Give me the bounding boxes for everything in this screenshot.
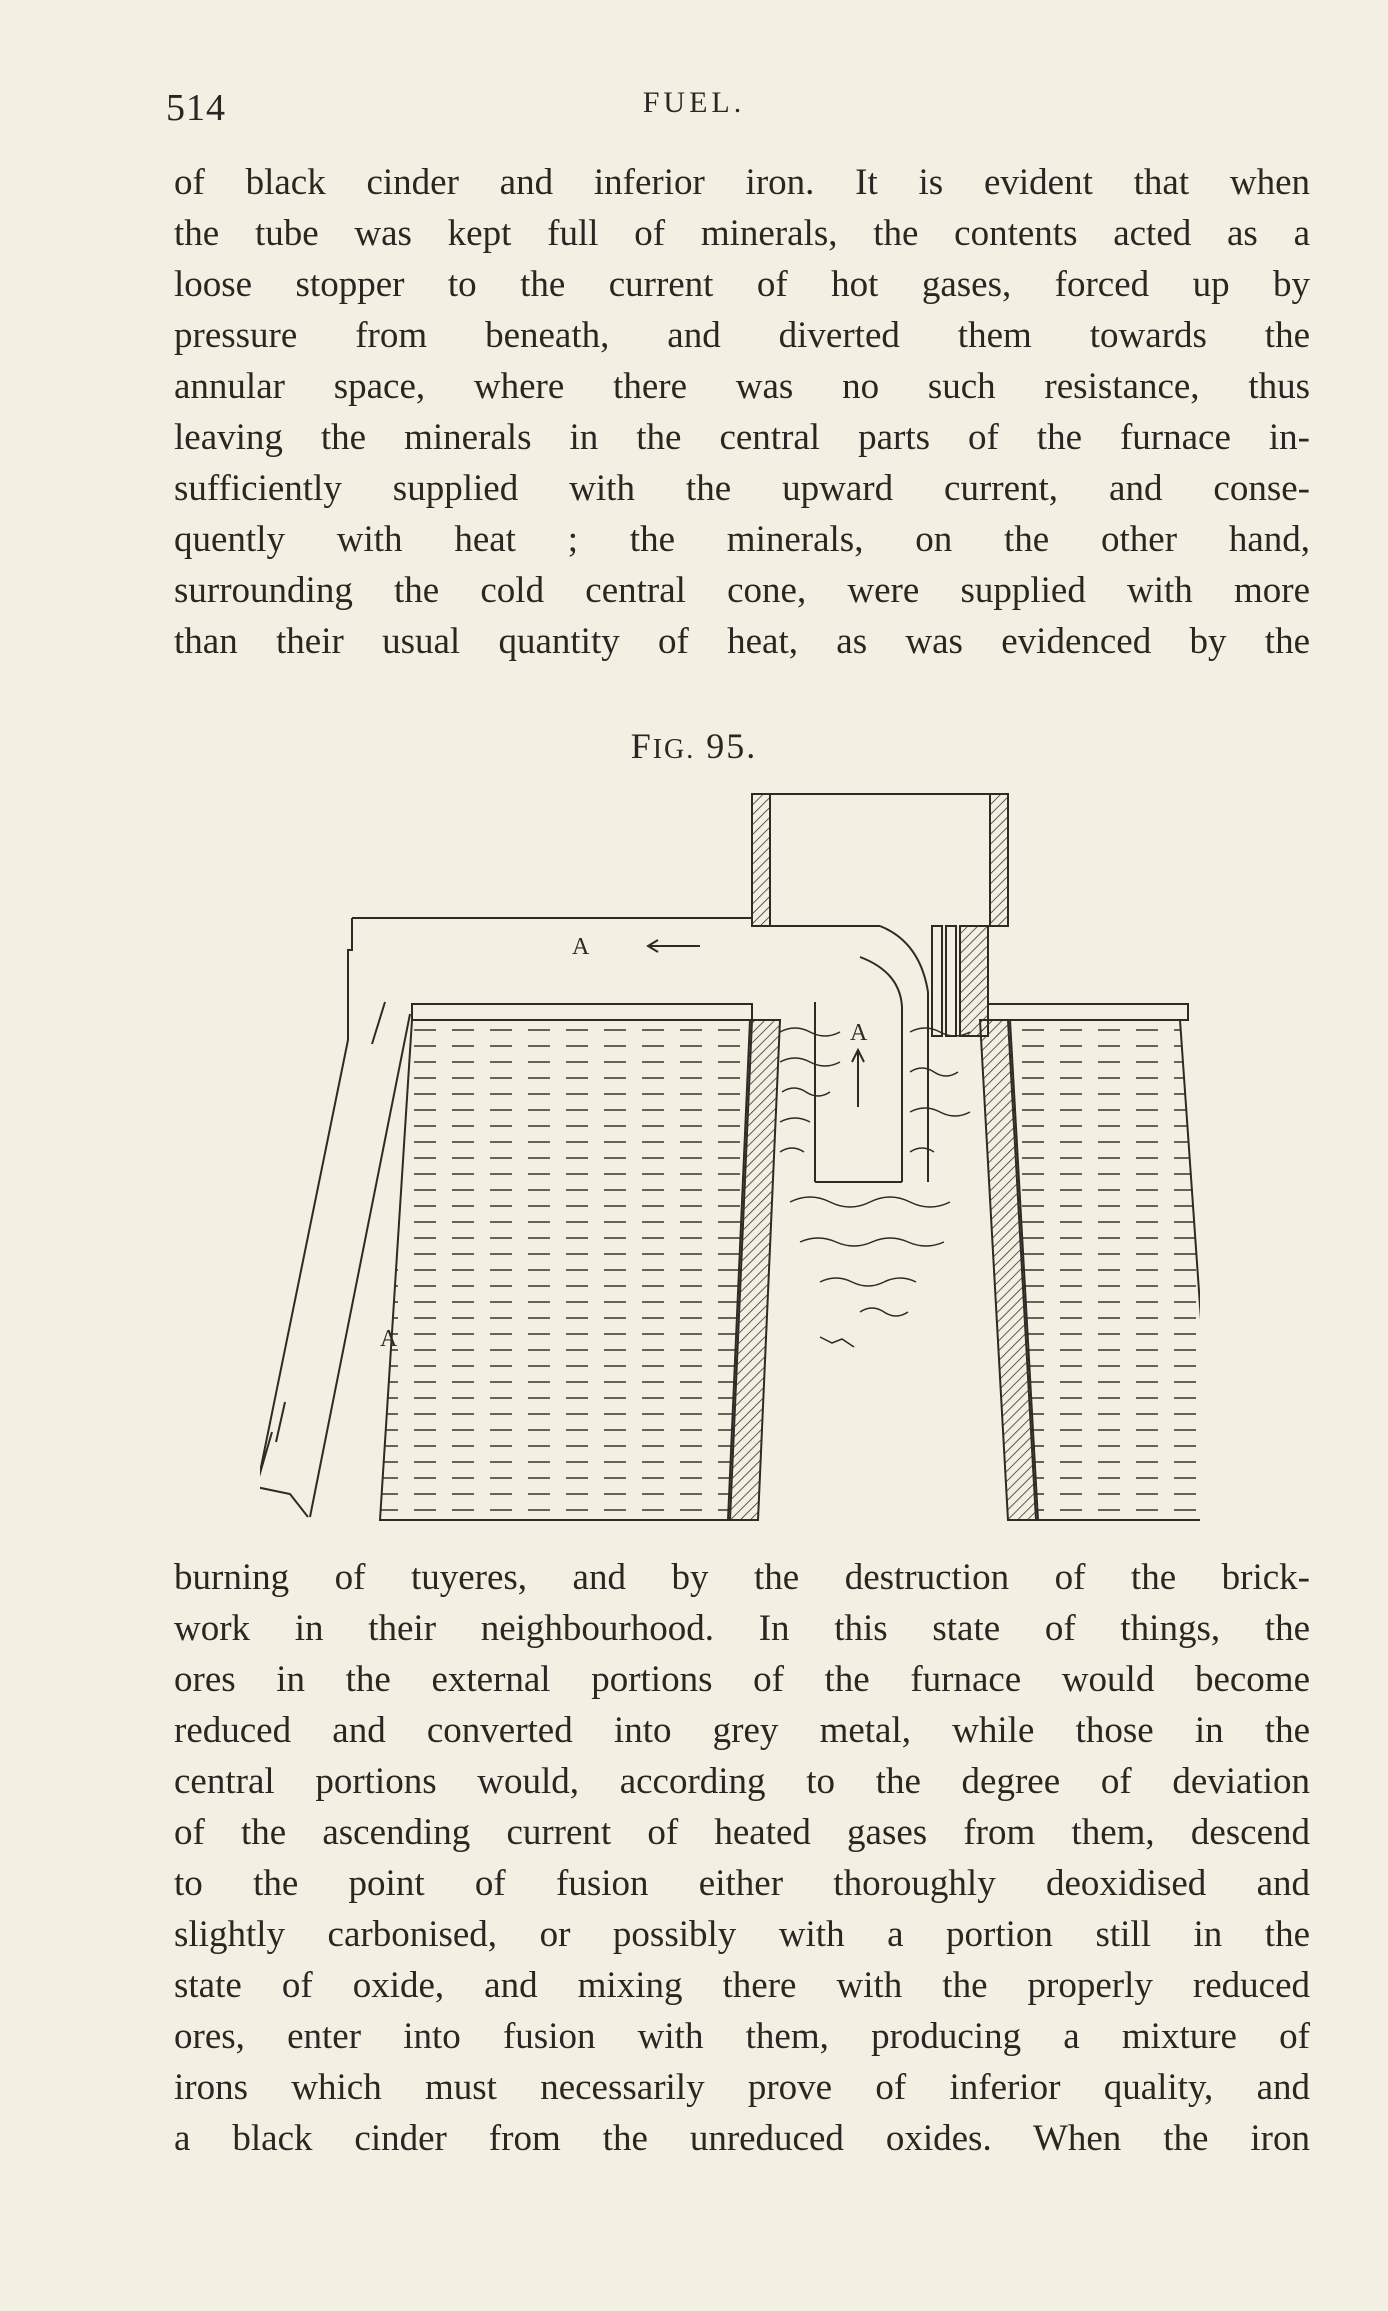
text-line: surrounding the cold central cone, were supplied with more bbox=[174, 570, 1310, 611]
furnace-right-casing bbox=[1008, 1020, 1200, 1520]
text-line: to the point of fusion either thoroughly deoxidised and bbox=[174, 1863, 1310, 1904]
text-line: state of oxide, and mixing there with the properly reduced bbox=[174, 1965, 1310, 2006]
running-head: FUEL. bbox=[642, 86, 746, 119]
inclined-pipe-outer bbox=[260, 1040, 348, 1472]
page-number: 514 bbox=[166, 87, 226, 129]
furnace-diagram-svg bbox=[260, 782, 1200, 1522]
label-a-center: A bbox=[850, 1020, 868, 1046]
pipe-a bbox=[932, 926, 942, 1036]
text-line: pressure from beneath, and diverted them towards the bbox=[174, 315, 1310, 356]
label-a-top: A bbox=[572, 934, 590, 960]
text-line: a black cinder from the unreduced oxides. When the iron bbox=[174, 2118, 1310, 2159]
caption-smallcaps: IG. bbox=[652, 734, 696, 765]
text-line: slightly carbonised, or possibly with a portion still in the bbox=[174, 1914, 1310, 1955]
duct-outer-left bbox=[348, 918, 352, 1040]
arrow-inclined-bottom bbox=[276, 1402, 285, 1442]
figure-caption bbox=[0, 725, 1388, 767]
arrow-inclined-top bbox=[372, 1002, 385, 1044]
minerals-center-scribble bbox=[790, 1197, 950, 1316]
text-line: of black cinder and inferior iron. It is evident that when bbox=[174, 162, 1310, 203]
text-line: of the ascending current of heated gases from them, descend bbox=[174, 1812, 1310, 1853]
text-line: annular space, where there was no such resistance, thus bbox=[174, 366, 1310, 407]
flue-right-wall bbox=[990, 794, 1008, 926]
caption-prefix: F bbox=[630, 726, 653, 766]
text-line: work in their neighbourhood. In this state of things, the bbox=[174, 1608, 1310, 1649]
top-plate-right bbox=[988, 1004, 1188, 1020]
text-line: ores, enter into fusion with them, producing a mixture of bbox=[174, 2016, 1310, 2057]
text-line: burning of tuyeres, and by the destruction of the brick- bbox=[174, 1557, 1310, 1598]
pipe-b bbox=[946, 926, 956, 1036]
furnace-left-casing bbox=[380, 1020, 752, 1520]
text-line: than their usual quantity of heat, as was evidenced by the bbox=[174, 621, 1310, 662]
paragraph-top bbox=[174, 157, 1310, 667]
text-line: loose stopper to the current of hot gases, forced up by bbox=[174, 264, 1310, 305]
pipe-bend-inner bbox=[860, 957, 902, 1182]
furnace-diagram bbox=[260, 782, 1200, 1522]
text-line: sufficiently supplied with the upward current, and conse- bbox=[174, 468, 1310, 509]
text-line: reduced and converted into grey metal, while those in the bbox=[174, 1710, 1310, 1751]
paragraph-bottom bbox=[174, 1552, 1310, 2164]
text-line: central portions would, according to the degree of deviation bbox=[174, 1761, 1310, 1802]
top-plate-left bbox=[412, 1004, 752, 1020]
label-a-lower: A bbox=[380, 1326, 398, 1352]
text-line: irons which must necessarily prove of inferior quality, and bbox=[174, 2067, 1310, 2108]
caption-number: 95. bbox=[706, 726, 758, 766]
text-line: quently with heat ; the minerals, on the other hand, bbox=[174, 519, 1310, 560]
text-line: the tube was kept full of minerals, the contents acted as a bbox=[174, 213, 1310, 254]
minerals-bottom-scribble bbox=[820, 1337, 854, 1347]
inclined-pipe-end bbox=[260, 1432, 308, 1517]
minerals-left-scribble bbox=[780, 1028, 840, 1152]
minerals-right-scribble bbox=[910, 1028, 970, 1152]
text-line: ores in the external portions of the furnace would become bbox=[174, 1659, 1310, 1700]
text-line: leaving the minerals in the central parts of the furnace in- bbox=[174, 417, 1310, 458]
pipe-bend-outer bbox=[880, 926, 928, 1182]
flue-left-wall bbox=[752, 794, 770, 926]
